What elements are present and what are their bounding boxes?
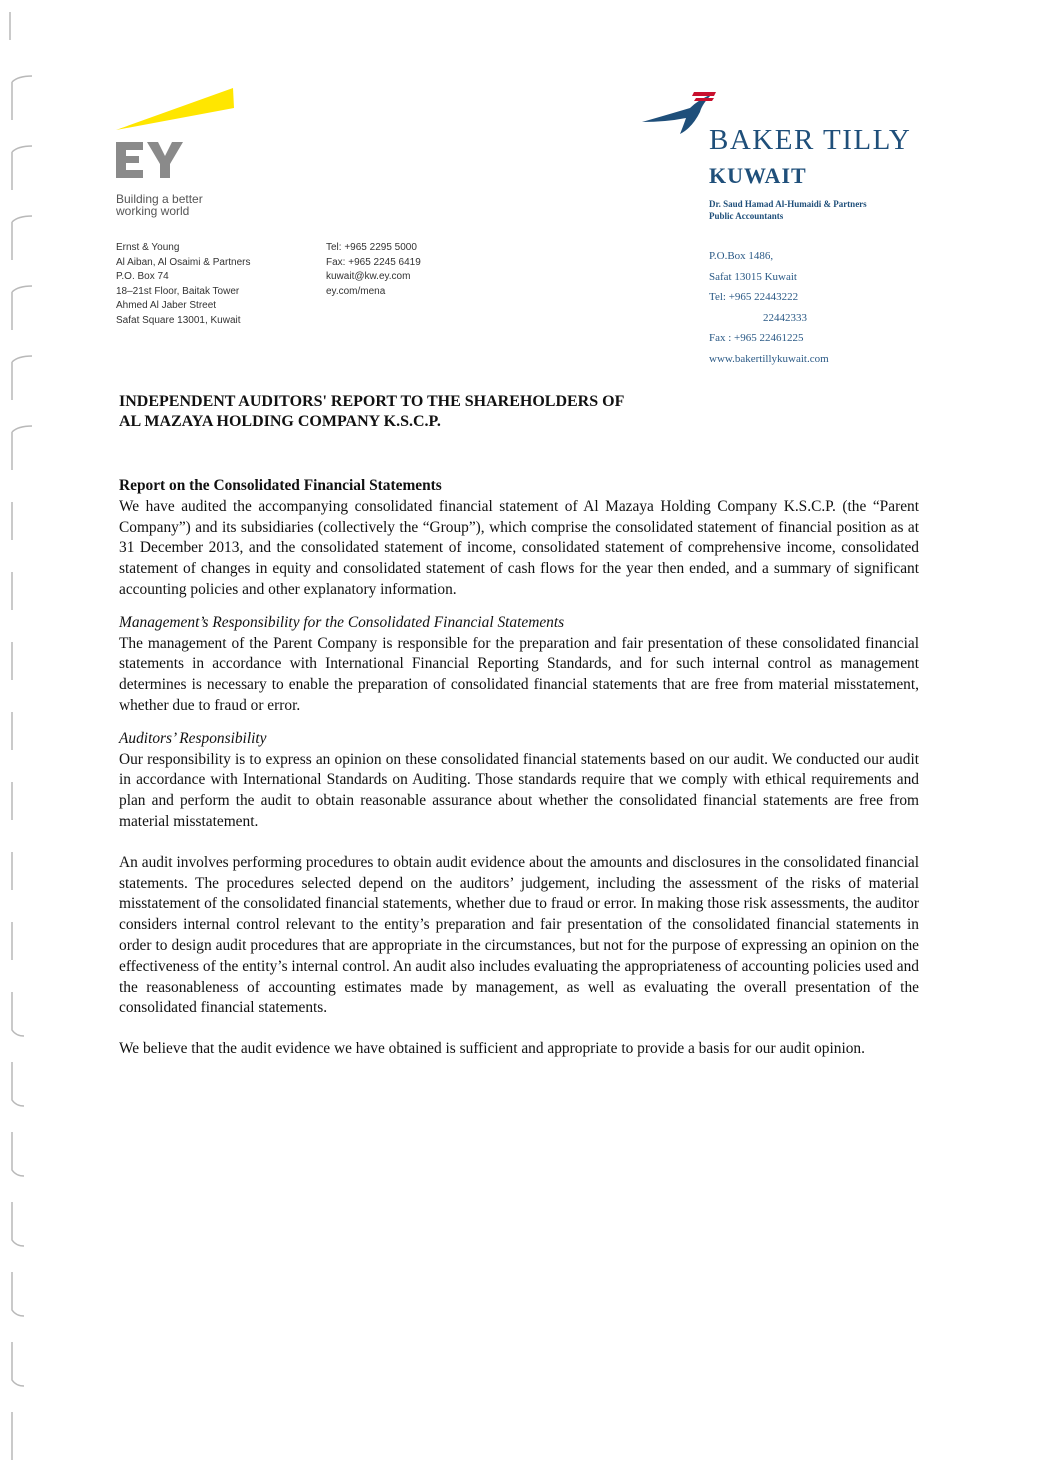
ey-address-line: P.O. Box 74 xyxy=(116,271,169,282)
baker-tilly-partners xyxy=(709,199,867,222)
ey-address-line: 18–21st Floor, Baitak Tower xyxy=(116,285,240,297)
baker-tilly-contact-line: Tel: +965 22443222 xyxy=(709,291,799,303)
report-body xyxy=(119,476,919,1060)
ey-address-line: Safat Square 13001, Kuwait xyxy=(116,314,241,326)
baker-tilly-partners-line: Public Accountants xyxy=(709,210,784,221)
baker-tilly-contact-line: Safat 13015 Kuwait xyxy=(709,270,797,283)
ey-address-line: Ahmed Al Jaber Street xyxy=(116,300,217,311)
ey-tagline-line: Building a better xyxy=(116,192,203,206)
ey-address-line: Ernst & Young xyxy=(116,242,180,253)
ey-contact-line: kuwait@kw.ey.com xyxy=(326,271,411,282)
baker-tilly-name: BAKER TILLY xyxy=(709,124,912,156)
report-title-line: INDEPENDENT AUDITORS' REPORT TO THE SHAREHOLDERS OF xyxy=(119,393,625,410)
baker-tilly-contact-line: Fax : +965 22461225 xyxy=(709,332,804,344)
report-title-line: AL MAZAYA HOLDING COMPANY K.S.C.P. xyxy=(119,413,441,430)
ey-contact-line: Fax: +965 2245 6419 xyxy=(326,256,421,268)
ey-contact-line: Tel: +965 2295 5000 xyxy=(326,242,417,253)
ey-tagline-line: working world xyxy=(116,204,190,218)
binder-edge-marks xyxy=(0,0,40,1471)
ey-logo xyxy=(113,84,243,184)
baker-tilly-country: KUWAIT xyxy=(709,163,807,188)
ey-contact-line: ey.com/mena xyxy=(326,285,386,297)
ey-tagline xyxy=(116,193,203,217)
auditors-heading: Auditors’ Responsibility xyxy=(119,729,267,747)
baker-tilly-contact-line: 22442333 xyxy=(763,311,807,324)
report-title xyxy=(119,392,624,432)
ey-logo-beam xyxy=(116,88,234,130)
ey-address-line: Al Aiban, Al Osaimi & Partners xyxy=(116,256,251,268)
auditors-paragraph-3: We believe that the audit evidence we have obtained is sufficient and appropriate to provide a basis for our audit opinion. xyxy=(119,1040,865,1058)
baker-tilly-contact-line: www.bakertillykuwait.com xyxy=(709,352,829,365)
auditors-paragraph-1: Our responsibility is to express an opinion on these consolidated financial statements based on our audit. We conducted our audit in accordance with International Standards on Auditing. Those standards require that we comply with ethical requirements and plan and perform the audit to obtain reasonable assurance about whether the consolidated financial statements are free from material misstatement. xyxy=(119,750,919,830)
baker-tilly-contact xyxy=(709,246,829,369)
auditors-paragraph-2: An audit involves performing procedures to obtain audit evidence about the amounts and disclosures in the consolidated financial statements. The procedures selected depend on the auditors’ judgement, including the assessment of the risks of material misstatement of the consolidated financial statements, whether due to fraud or error. In making those risk assessments, the auditor considers internal control relevant to the entity’s preparation and fair presentation of the consolidated financial statements in order to design audit procedures that are appropriate in the circumstances, but not for the purpose of expressing an opinion on the effectiveness of the entity’s internal control. An audit also includes evaluating the appropriateness of accounting policies used and the reasonableness of accounting estimates made by management, as well as evaluating the overall presentation of the consolidated financial statements. xyxy=(119,853,919,1017)
management-heading: Management’s Responsibility for the Consolidated Financial Statements xyxy=(119,613,565,631)
baker-tilly-contact-line: P.O.Box 1486, xyxy=(709,250,774,262)
intro-paragraph: We have audited the accompanying consolidated financial statement of Al Mazaya Holding Company K.S.C.P. (the “Parent Company”) and its subsidiaries (collectively the “Group”), which comprise the consolidated statement of financial position as at 31 December 2013, and the consolidated statement of income, consolidated statement of comprehensive income, consolidated statement of changes in equity and consolidated statement of cash flows for the year then ended, and a summary of significant accounting policies and other explanatory information. xyxy=(119,497,919,598)
section-heading: Report on the Consolidated Financial Statements xyxy=(119,477,442,494)
ey-contact xyxy=(326,241,421,299)
baker-tilly-partners-line: Dr. Saud Hamad Al-Humaidi & Partners xyxy=(709,199,867,209)
baker-tilly-bird-icon xyxy=(640,88,720,136)
management-paragraph: The management of the Parent Company is responsible for the preparation and fair presentation of these consolidated financial statements in accordance with International Financial Reporting Standards, and for such internal control as management determines is necessary to enable the preparation of consolidated financial statements that are free from material misstatement, whether due to fraud or error. xyxy=(119,634,919,714)
ey-address xyxy=(116,241,251,328)
